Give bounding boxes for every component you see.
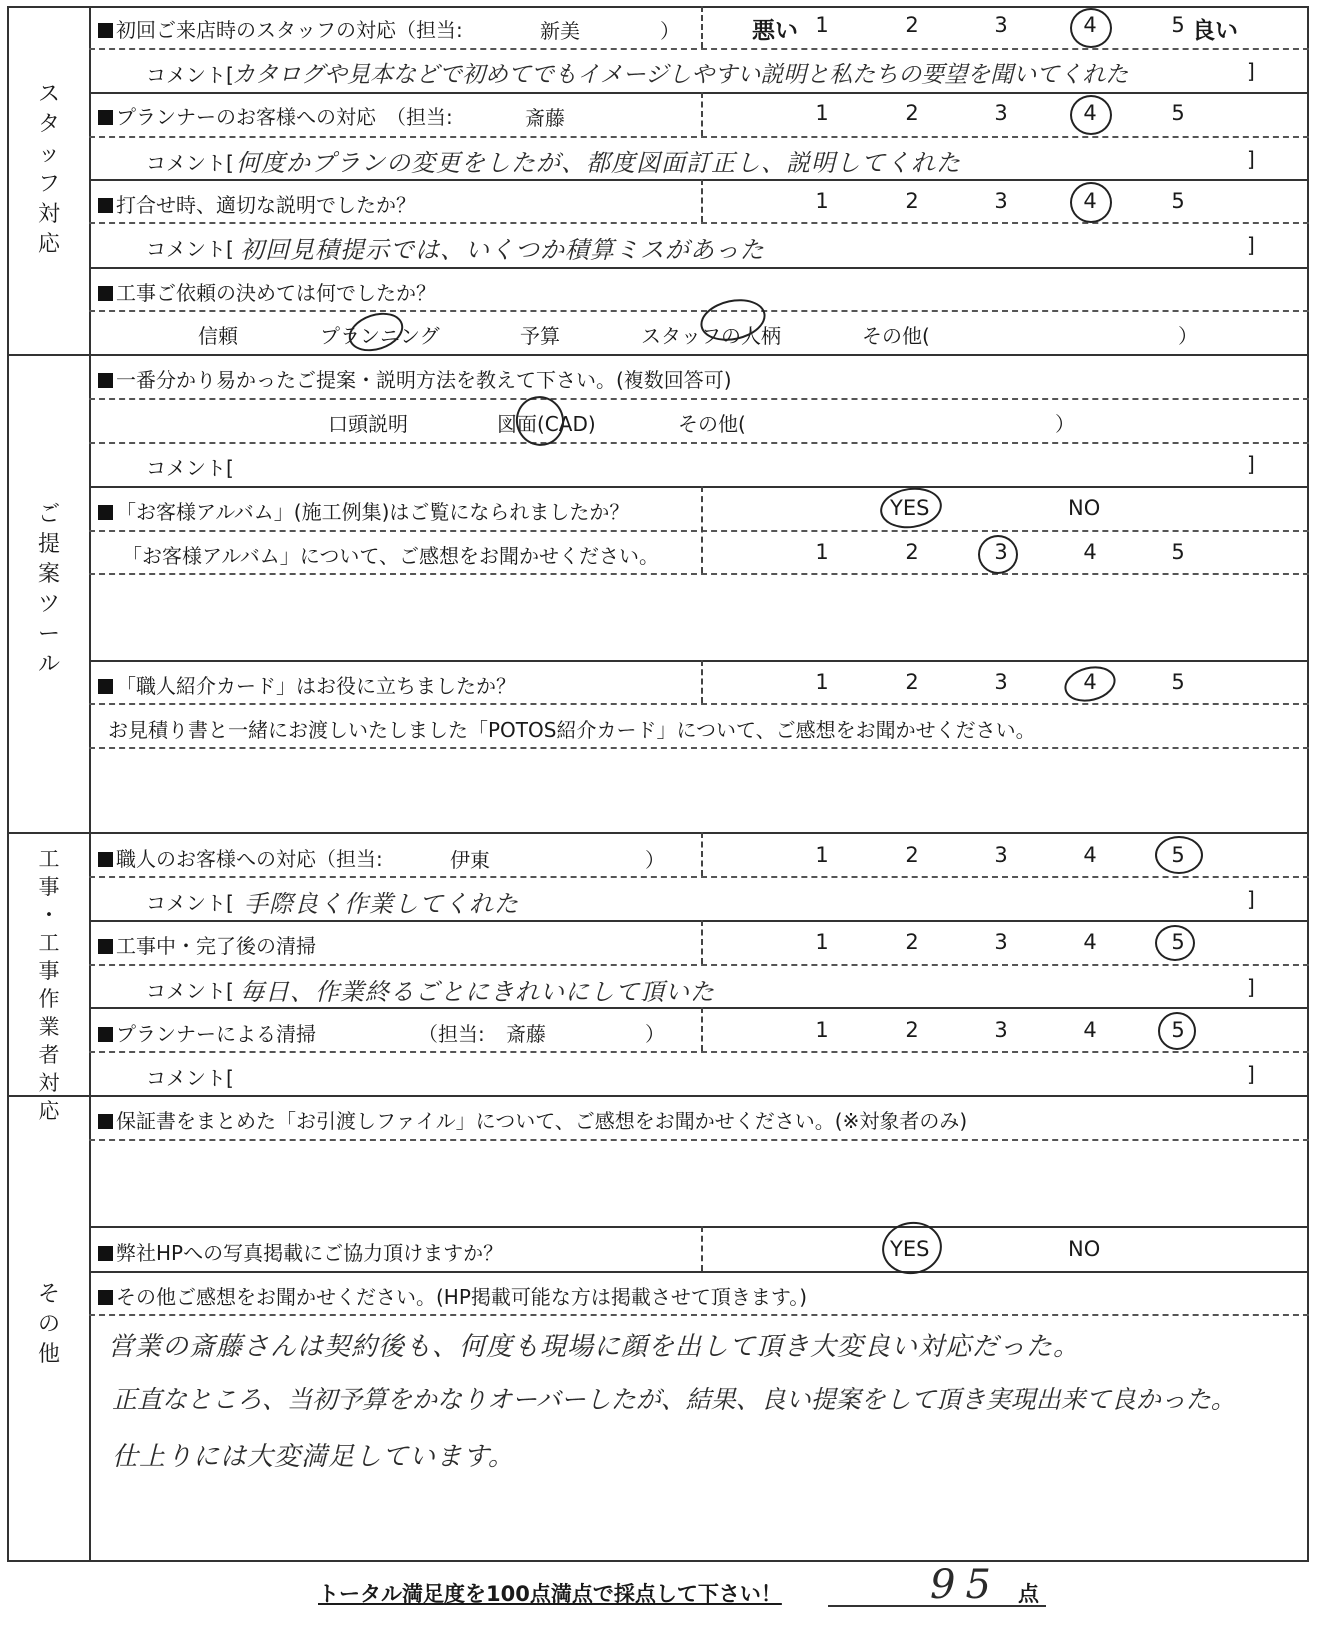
paren-close: ）: [645, 848, 665, 872]
score-4[interactable]: 4: [1083, 843, 1097, 867]
score-4[interactable]: 4: [1083, 540, 1097, 564]
score-2[interactable]: 2: [905, 101, 919, 125]
row-line: [89, 530, 1309, 532]
scale-good-label: 良い: [1192, 18, 1238, 44]
score-separator: [701, 6, 703, 48]
selected-circle: [1155, 925, 1195, 961]
row-line: [89, 747, 1309, 749]
score-5[interactable]: 5: [1171, 13, 1185, 37]
score-separator: [701, 1007, 703, 1051]
bracket-close: ]: [1247, 59, 1255, 83]
row-line: [89, 136, 1309, 138]
score-1[interactable]: 1: [815, 670, 829, 694]
score-3[interactable]: 3: [994, 13, 1008, 37]
score-2[interactable]: 2: [905, 13, 919, 37]
bracket-close: ]: [1247, 887, 1255, 911]
question-deciding-factor: 工事ご依頼の決めては何でしたか？: [98, 277, 436, 306]
row-line: [89, 179, 1309, 181]
question-planner: プランナーのお客様への対応 （担当:: [98, 101, 453, 130]
comment-label: コメント[: [146, 1066, 234, 1090]
score-4[interactable]: 4: [1083, 670, 1097, 694]
row-line: [89, 1271, 1309, 1273]
row-line: [89, 442, 1309, 444]
question-potos-card: お見積り書と一緒にお渡しいたしました「POTOS紹介カード」について、ご感想をお聞かせください。: [108, 718, 1036, 742]
score-4[interactable]: 4: [1083, 101, 1097, 125]
row-line: [89, 1051, 1309, 1053]
score-5[interactable]: 5: [1171, 189, 1185, 213]
score-5[interactable]: 5: [1171, 101, 1185, 125]
staff-label: （担当:: [418, 1022, 485, 1046]
row-line: [89, 876, 1309, 878]
row-line: [89, 48, 1309, 50]
selected-circle: [1155, 836, 1203, 874]
comment-label: コメント[: [146, 979, 234, 1003]
score-separator: [701, 1226, 703, 1271]
bracket-close: ]: [1247, 452, 1255, 476]
score-2[interactable]: 2: [905, 843, 919, 867]
score-separator: [701, 179, 703, 222]
handwritten-comment: 何度かプランの変更をしたが、都度図面訂正し、説明してくれた: [236, 149, 961, 177]
score-1[interactable]: 1: [815, 930, 829, 954]
selected-circle: [1070, 182, 1112, 223]
section-border: [7, 1095, 1309, 1097]
question-craftsman-card: 「職人紹介カード」はお役に立ちましたか？: [98, 670, 516, 699]
score-3[interactable]: 3: [994, 1018, 1008, 1042]
row-line: [89, 92, 1309, 94]
row-line: [89, 920, 1309, 922]
handwritten-comment: 毎日、作業終るごとにきれいにして頂いた: [240, 978, 715, 1006]
score-3[interactable]: 3: [994, 540, 1008, 564]
score-3[interactable]: 3: [994, 930, 1008, 954]
question-other-feedback: その他ご感想をお聞かせください。(HP掲載可能な方は掲載させて頂きます。): [98, 1281, 807, 1310]
score-5[interactable]: 5: [1171, 930, 1185, 954]
paren-close: ）: [1178, 324, 1198, 348]
row-line: [89, 1139, 1309, 1141]
option-cad-drawing[interactable]: 図面(CAD): [497, 412, 596, 436]
score-1[interactable]: 1: [815, 540, 829, 564]
option-staff-personality[interactable]: スタッフの人柄: [641, 324, 781, 348]
answer-yes[interactable]: YES: [890, 1237, 930, 1261]
score-3[interactable]: 3: [994, 189, 1008, 213]
question-album-seen: 「お客様アルバム」(施工例集)はご覧になられましたか？: [98, 496, 629, 525]
score-4[interactable]: 4: [1083, 13, 1097, 37]
question-handover-file: 保証書をまとめた「お引渡しファイル」について、ご感想をお聞かせください。(※対象者のみ): [98, 1105, 967, 1134]
score-3[interactable]: 3: [994, 843, 1008, 867]
staff-name: 新美: [540, 19, 580, 43]
row-line: [89, 486, 1309, 488]
selected-circle: [1070, 8, 1112, 48]
comment-label: コメント[: [146, 237, 234, 261]
score-5[interactable]: 5: [1171, 540, 1185, 564]
section-divider: [89, 6, 91, 1562]
bracket-close: ]: [1247, 975, 1255, 999]
answer-no[interactable]: NO: [1068, 1237, 1101, 1261]
score-3[interactable]: 3: [994, 670, 1008, 694]
selected-circle: [1158, 1012, 1196, 1050]
paren-close: ）: [645, 1022, 665, 1046]
option-other[interactable]: その他(: [862, 324, 930, 348]
bracket-close: ]: [1247, 147, 1255, 171]
question-craftsman-service: 職人のお客様への対応（担当:: [98, 843, 383, 872]
comment-label: コメント[: [146, 891, 234, 915]
handwritten-feedback-line: 正直なところ、当初予算をかなりオーバーしたが、結果、良い提案をして頂き実現出来て良かった。: [112, 1385, 1236, 1414]
answer-no[interactable]: NO: [1068, 496, 1101, 520]
row-line: [89, 964, 1309, 966]
section-border: [7, 354, 1309, 356]
selected-circle: [978, 535, 1018, 574]
score-1[interactable]: 1: [815, 1018, 829, 1042]
score-5[interactable]: 5: [1171, 843, 1185, 867]
question-album-impression: 「お客様アルバム」について、ご感想をお聞かせください。: [122, 544, 659, 568]
comment-label: コメント[: [146, 63, 234, 87]
question-best-method: 一番分かり易かったご提案・説明方法を教えて下さい。(複数回答可): [98, 364, 732, 393]
row-line: [89, 267, 1309, 269]
score-5[interactable]: 5: [1171, 670, 1185, 694]
comment-label: コメント[: [146, 151, 234, 175]
total-score-value[interactable]: 95: [930, 1562, 1001, 1608]
planner-name: 斎藤: [506, 1022, 546, 1046]
handwritten-comment: 初回見積提示では、いくつか積算ミスがあった: [240, 236, 765, 264]
score-2[interactable]: 2: [905, 930, 919, 954]
section-label-staff: ス タ ッ フ 対 応: [37, 82, 60, 257]
handwritten-comment: 手際良く作業してくれた: [244, 890, 519, 918]
question-explanation: 打合せ時、適切な説明でしたか？: [98, 189, 416, 218]
score-4[interactable]: 4: [1083, 1018, 1097, 1042]
bracket-close: ]: [1247, 1062, 1255, 1086]
score-2[interactable]: 2: [905, 189, 919, 213]
craftsman-name: 伊東: [450, 848, 490, 872]
score-separator: [701, 92, 703, 136]
bracket-close: ]: [1247, 233, 1255, 257]
score-2[interactable]: 2: [905, 1018, 919, 1042]
option-other[interactable]: その他(: [678, 412, 746, 436]
selected-circle: [1070, 95, 1112, 135]
paren-close: ）: [1055, 412, 1075, 436]
row-line: [89, 1314, 1309, 1316]
score-4[interactable]: 4: [1083, 930, 1097, 954]
question-cleaning: 工事中・完了後の清掃: [98, 930, 316, 959]
row-line: [89, 703, 1309, 705]
row-line: [89, 660, 1309, 662]
score-separator: [701, 486, 703, 573]
score-separator: [701, 920, 703, 964]
option-trust[interactable]: 信頼: [198, 324, 238, 348]
score-2[interactable]: 2: [905, 540, 919, 564]
planner-name: 斎藤: [525, 106, 565, 130]
score-underline: [828, 1605, 1046, 1607]
score-1[interactable]: 1: [815, 13, 829, 37]
question-planner-cleaning: プランナーによる清掃: [98, 1018, 316, 1047]
score-separator: [701, 832, 703, 876]
comment-label: コメント[: [146, 456, 234, 480]
handwritten-comment: カタログや見本などで初めてでもイメージしやすい説明と私たちの要望を聞いてくれた: [232, 62, 1129, 88]
row-line: [89, 222, 1309, 224]
section-label-construction: 工 事 ・ 工 事 作 業 者 対 応: [38, 847, 60, 1123]
total-score-label: トータル満足度を100点満点で採点して下さい！: [318, 1582, 782, 1606]
score-5[interactable]: 5: [1171, 1018, 1185, 1042]
section-border: [7, 832, 1309, 834]
row-line: [89, 573, 1309, 575]
handwritten-feedback-line: 仕上りには大変満足しています。: [112, 1442, 515, 1472]
score-3[interactable]: 3: [994, 101, 1008, 125]
row-line: [89, 1007, 1309, 1009]
scale-bad-label: 悪い: [752, 18, 798, 44]
option-planning[interactable]: プランニング: [320, 324, 440, 348]
score-2[interactable]: 2: [905, 670, 919, 694]
paren-close: ）: [660, 19, 680, 43]
question-first-visit: 初回ご来店時のスタッフの対応（担当:: [98, 14, 463, 43]
answer-yes[interactable]: YES: [890, 496, 930, 520]
row-line: [89, 398, 1309, 400]
section-label-other: そ の 他: [37, 1282, 60, 1367]
handwritten-feedback-line: 営業の斎藤さんは契約後も、何度も現場に顔を出して頂き大変良い対応だった。: [108, 1332, 1081, 1362]
score-4[interactable]: 4: [1083, 189, 1097, 213]
option-budget[interactable]: 予算: [520, 324, 560, 348]
score-unit: 点: [1018, 1582, 1039, 1606]
row-line: [89, 310, 1309, 312]
score-separator: [701, 660, 703, 703]
score-1[interactable]: 1: [815, 101, 829, 125]
score-1[interactable]: 1: [815, 189, 829, 213]
score-1[interactable]: 1: [815, 843, 829, 867]
row-line: [89, 1226, 1309, 1228]
option-verbal[interactable]: 口頭説明: [328, 412, 408, 436]
question-hp-photo: 弊社HPへの写真掲載にご協力頂けますか？: [98, 1237, 503, 1266]
section-label-proposal: ご 提 案 ツ ー ル: [37, 502, 60, 677]
